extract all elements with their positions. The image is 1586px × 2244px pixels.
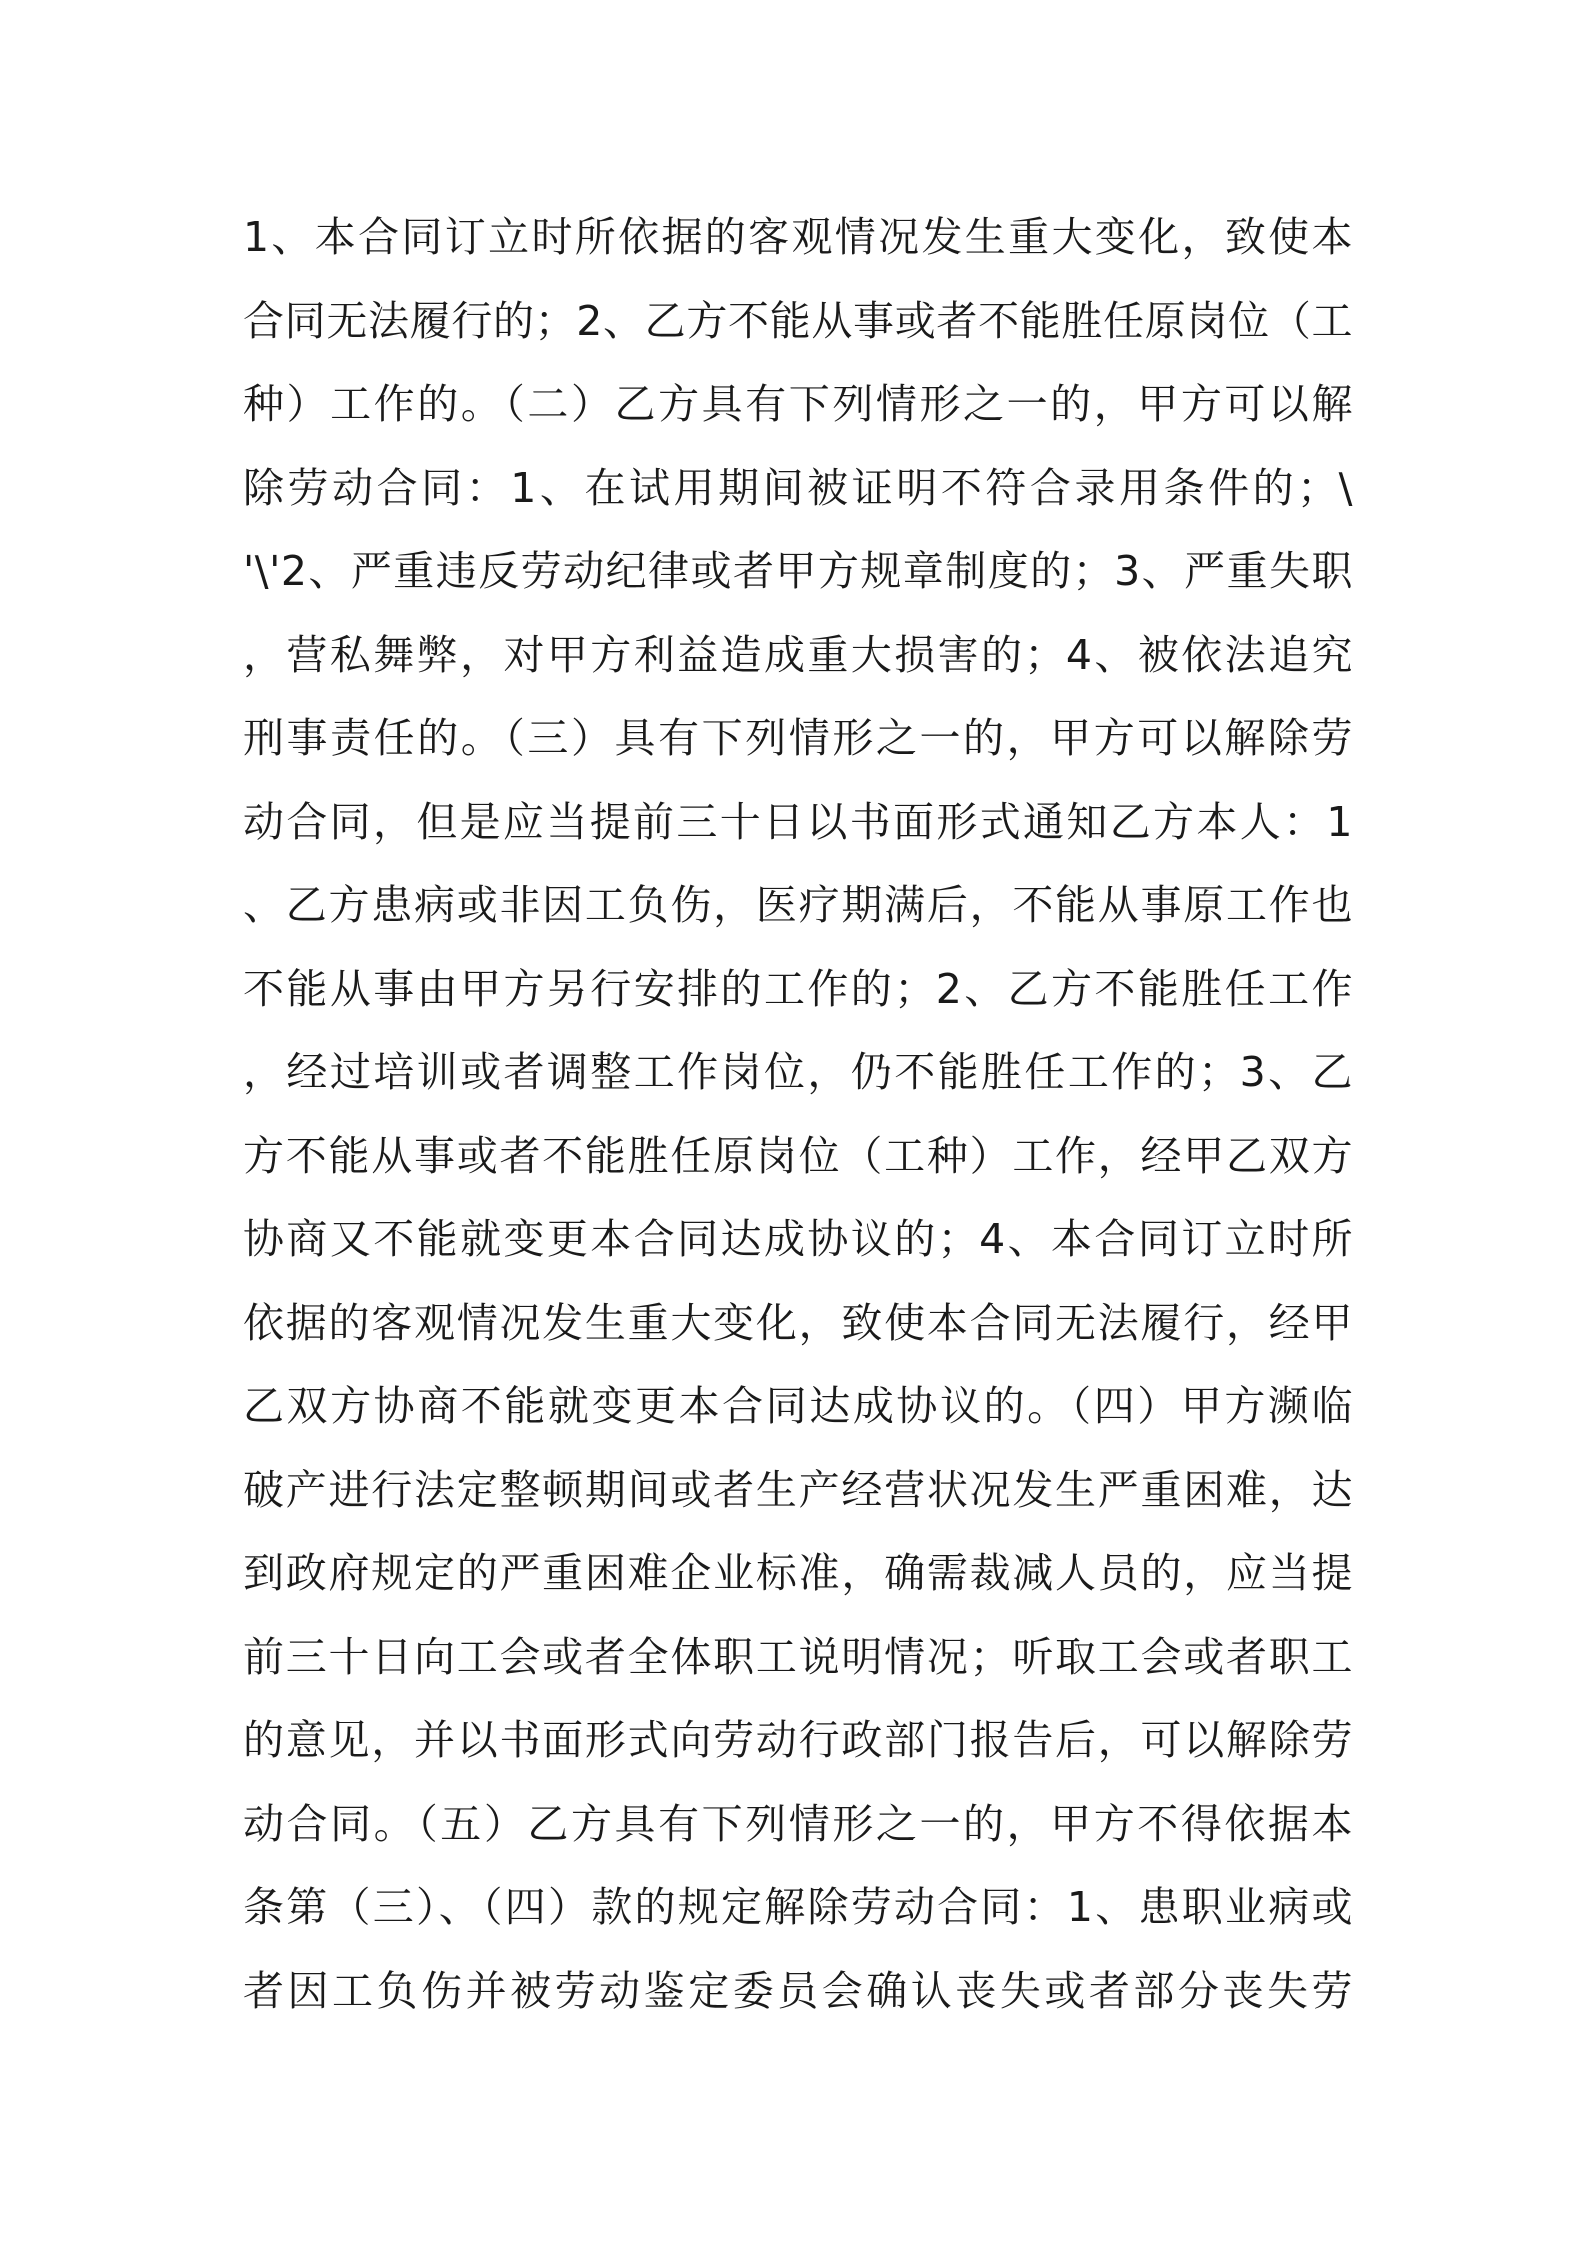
contract-text-block (243, 196, 1353, 2033)
text-line: ，营私舞弊，对甲方利益造成重大损害的；4、被依法追究 (243, 630, 1353, 679)
text-line: 者因工负伤并被劳动鉴定委员会确认丧失或者部分丧失劳 (243, 1966, 1353, 2015)
text-line: 、乙方患病或非因工负伤，医疗期满后，不能从事原工作也 (243, 881, 1353, 929)
text-line: '\'2、严重违反劳动纪律或者甲方规章制度的；3、严重失职 (243, 547, 1353, 595)
text-line: ，经过培训或者调整工作岗位，仍不能胜任工作的；3、乙 (243, 1048, 1353, 1096)
text-line: 协商又不能就变更本合同达成协议的；4、本合同订立时所 (243, 1215, 1353, 1263)
text-line: 条第（三）、（四）款的规定解除劳动合同：1、患职业病或 (243, 1883, 1353, 1931)
text-line: 动合同。（五）乙方具有下列情形之一的，甲方不得依据本 (243, 1799, 1353, 1848)
text-line: 不能从事由甲方另行安排的工作的；2、乙方不能胜任工作 (243, 964, 1353, 1013)
text-line: 到政府规定的严重困难企业标准，确需裁减人员的，应当提 (243, 1549, 1353, 1597)
text-line: 破产进行法定整顿期间或者生产经营状况发生严重困难，达 (243, 1465, 1353, 1514)
text-line: 合同无法履行的；2、乙方不能从事或者不能胜任原岗位（工 (243, 296, 1353, 345)
text-line: 依据的客观情况发生重大变化，致使本合同无法履行，经甲 (243, 1298, 1353, 1347)
text-line: 的意见，并以书面形式向劳动行政部门报告后，可以解除劳 (243, 1716, 1353, 1764)
text-line: 方不能从事或者不能胜任原岗位（工种）工作，经甲乙双方 (243, 1131, 1353, 1180)
text-line: 乙双方协商不能就变更本合同达成协议的。（四）甲方濒临 (243, 1382, 1353, 1430)
text-line: 1、本合同订立时所依据的客观情况发生重大变化，致使本 (243, 213, 1353, 261)
text-line: 刑事责任的。（三）具有下列情形之一的，甲方可以解除劳 (243, 714, 1353, 762)
text-line: 除劳动合同：1、在试用期间被证明不符合录用条件的；\ (243, 463, 1353, 512)
text-line: 前三十日向工会或者全体职工说明情况；听取工会或者职工 (243, 1632, 1353, 1681)
text-line: 动合同，但是应当提前三十日以书面形式通知乙方本人：1 (243, 797, 1353, 846)
text-line: 种）工作的。（二）乙方具有下列情形之一的，甲方可以解 (243, 380, 1353, 428)
